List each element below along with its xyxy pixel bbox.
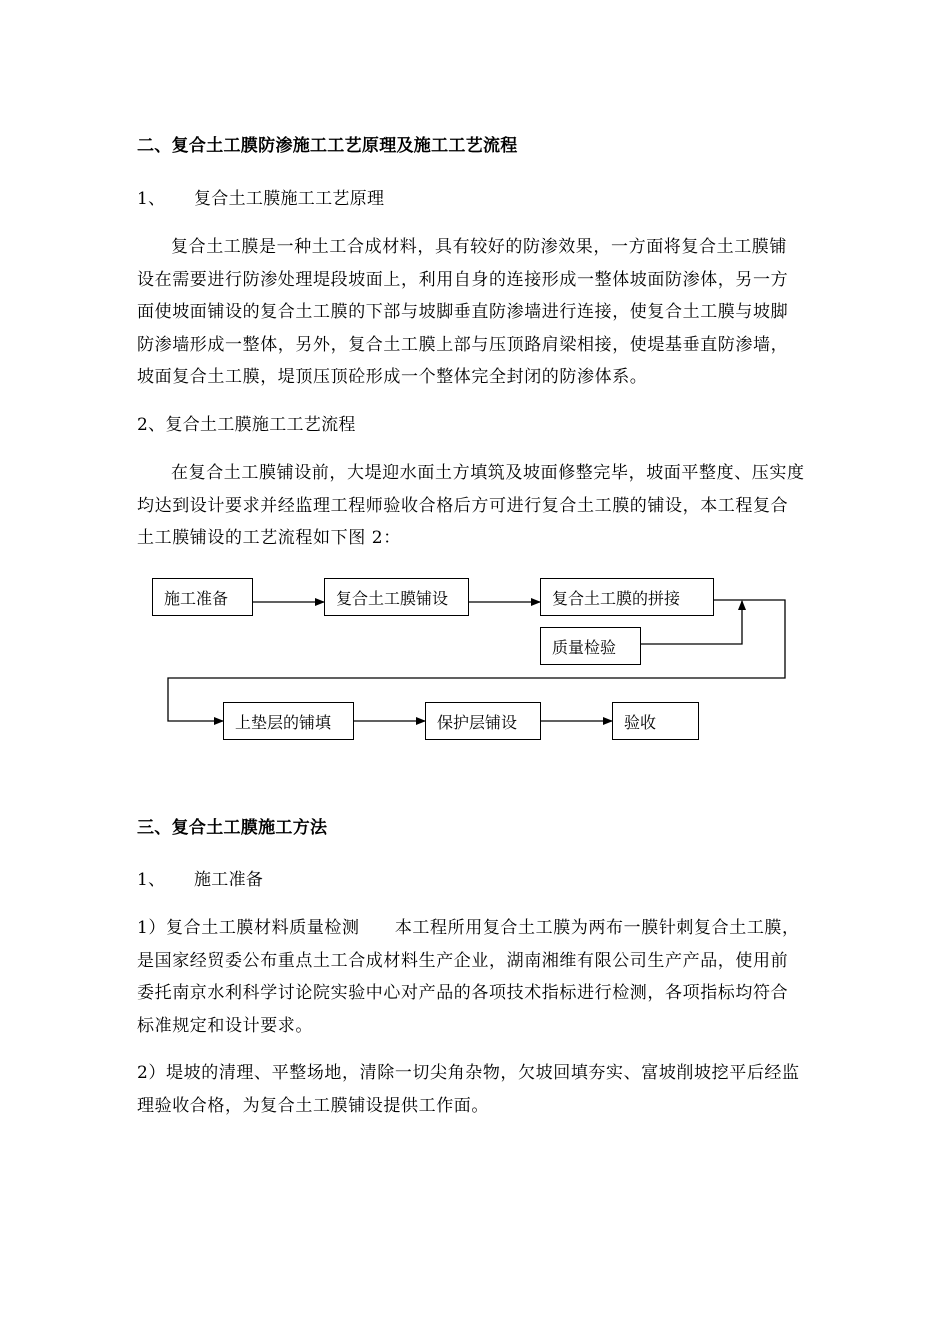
paragraph-line: 2）堤坡的清理、平整场地，清除一切尖角杂物，欠坡回填夯实、富坡削坡挖平后经监 (137, 1063, 800, 1083)
flow-step-accept: 验收 (612, 702, 699, 740)
flow-step-lay: 复合土工膜铺设 (324, 578, 469, 616)
flow-step-protect: 保护层铺设 (425, 702, 541, 740)
section-2-heading: 二、复合土工膜防渗施工工艺原理及施工工艺流程 (137, 136, 518, 156)
subsection-number: 1、 (137, 870, 166, 890)
paragraph-line: 面使坡面铺设的复合土工膜的下部与坡脚垂直防渗墙进行连接，使复合土工膜与坡脚 (137, 302, 789, 322)
paragraph-line: 土工膜铺设的工艺流程如下图 2： (137, 528, 401, 548)
paragraph-slope-clearing (137, 1057, 859, 1122)
flow-step-check: 质量检验 (540, 627, 641, 665)
paragraph-line: 1）复合土工膜材料质量检测 本工程所用复合土工膜为两布一膜针刺复合土工膜， (137, 918, 800, 938)
section-3-heading: 三、复合土工膜施工方法 (137, 818, 328, 838)
paragraph-line: 理验收合格，为复合土工膜铺设提供工作面。 (137, 1095, 489, 1116)
paragraph-line: 标准规定和设计要求。 (137, 1015, 313, 1036)
paragraph-line: 是国家经贸委公布重点土工合成材料生产企业，湖南湘维有限公司生产产品，使用前 (137, 950, 789, 971)
paragraph-material-check (137, 912, 859, 1042)
subsection-label: 施工准备 (194, 870, 264, 890)
paragraph-line: 委托南京水利科学讨论院实验中心对产品的各项技术指标进行检测，各项指标均符合 (137, 983, 789, 1003)
subsection-3-1-heading (137, 865, 263, 890)
subsection-2-2-heading: 2、复合土工膜施工工艺流程 (137, 415, 356, 435)
flow-step-join: 复合土工膜的拼接 (540, 578, 714, 616)
paragraph-line: 坡面复合土工膜，堤顶压顶砼形成一个整体完全封闭的防渗体系。 (137, 367, 648, 387)
paragraph-line: 均达到设计要求并经监理工程师验收合格后方可进行复合土工膜的铺设，本工程复合 (137, 495, 789, 516)
paragraph-line: 在复合土工膜铺设前，大堤迎水面土方填筑及坡面修整完毕，坡面平整度、压实度 (171, 463, 805, 483)
subsection-number: 1、 (137, 189, 166, 209)
paragraph-line: 设在需要进行防渗处理堤段坡面上，利用自身的连接形成一整体坡面防渗体，另一方 (137, 269, 789, 290)
subsection-label: 复合土工膜施工工艺原理 (194, 189, 385, 209)
flow-step-fill: 上垫层的铺填 (223, 702, 354, 740)
paragraph-line: 复合土工膜是一种土工合成材料，具有较好的防渗效果，一方面将复合土工膜铺 (171, 237, 787, 257)
paragraph-line: 防渗墙形成一整体，另外，复合土工膜上部与压顶路肩梁相接，使堤基垂直防渗墙， (137, 334, 789, 355)
flow-step-prep: 施工准备 (152, 578, 253, 616)
